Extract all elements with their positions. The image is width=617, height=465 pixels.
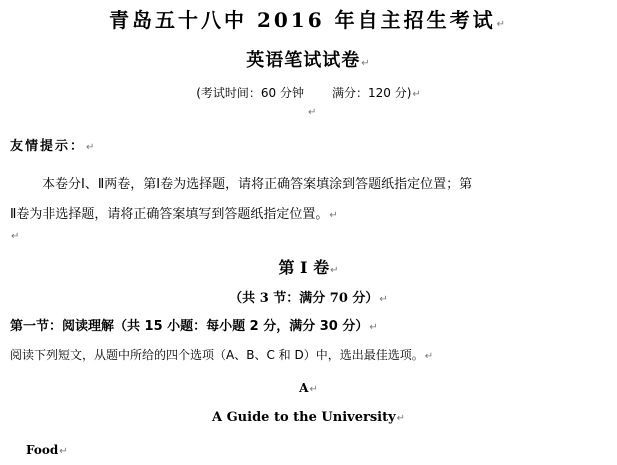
paragraph-mark-icon: ↵ xyxy=(330,265,339,276)
part-subtitle: （共 3 节：满分 70 分）↵ xyxy=(229,291,388,306)
passage-letter: A↵ xyxy=(299,381,318,395)
paragraph-mark-icon: ↵ xyxy=(308,107,317,118)
paragraph-mark-icon: ↵ xyxy=(396,413,406,424)
section-instructions: 阅读下列短文，从题中所给的四个选项（A、B、C 和 D）中，选出最佳选项。↵ xyxy=(10,348,434,362)
passage-title: A Guide to the University↵ xyxy=(211,410,406,425)
paragraph-mark-icon: ↵ xyxy=(329,210,338,221)
passage-heading-food: Food↵ xyxy=(26,443,68,457)
paragraph-mark-icon: ↵ xyxy=(412,89,421,100)
exam-time: (考试时间：60 分钟 xyxy=(196,86,304,100)
paragraph-mark-icon: ↵ xyxy=(309,384,318,395)
tips-heading: 友情提示：↵ xyxy=(10,139,97,154)
notice-line-2: Ⅱ卷为非选择题，请将正确答案填写到答题纸指定位置。↵ xyxy=(10,207,338,222)
paragraph-mark-icon: ↵ xyxy=(369,322,378,333)
paragraph-mark-icon: ↵ xyxy=(11,231,20,242)
notice-line-1: 本卷分Ⅰ、Ⅱ两卷，第Ⅰ卷为选择题，请将正确答案填涂到答题纸指定位置；第 xyxy=(42,177,473,192)
paragraph-mark-icon: ↵ xyxy=(379,294,388,305)
exam-subtitle: 英语笔试试卷↵ xyxy=(246,50,371,71)
part-title: 第 I 卷↵ xyxy=(278,258,339,277)
paragraph-mark-icon: ↵ xyxy=(424,351,434,362)
paragraph-mark-icon: ↵ xyxy=(86,142,97,153)
paragraph-mark-icon: ↵ xyxy=(496,19,508,30)
exam-title: 青岛五十八中 2016 年自主招生考试↵ xyxy=(109,8,508,32)
full-score: 满分：120 分) xyxy=(331,86,412,100)
section-title: 第一节：阅读理解（共 15 小题：每小题 2 分，满分 30 分）↵ xyxy=(10,319,378,334)
paragraph-mark-icon: ↵ xyxy=(361,58,371,69)
paragraph-mark-icon: ↵ xyxy=(59,446,68,457)
exam-info xyxy=(0,87,617,100)
